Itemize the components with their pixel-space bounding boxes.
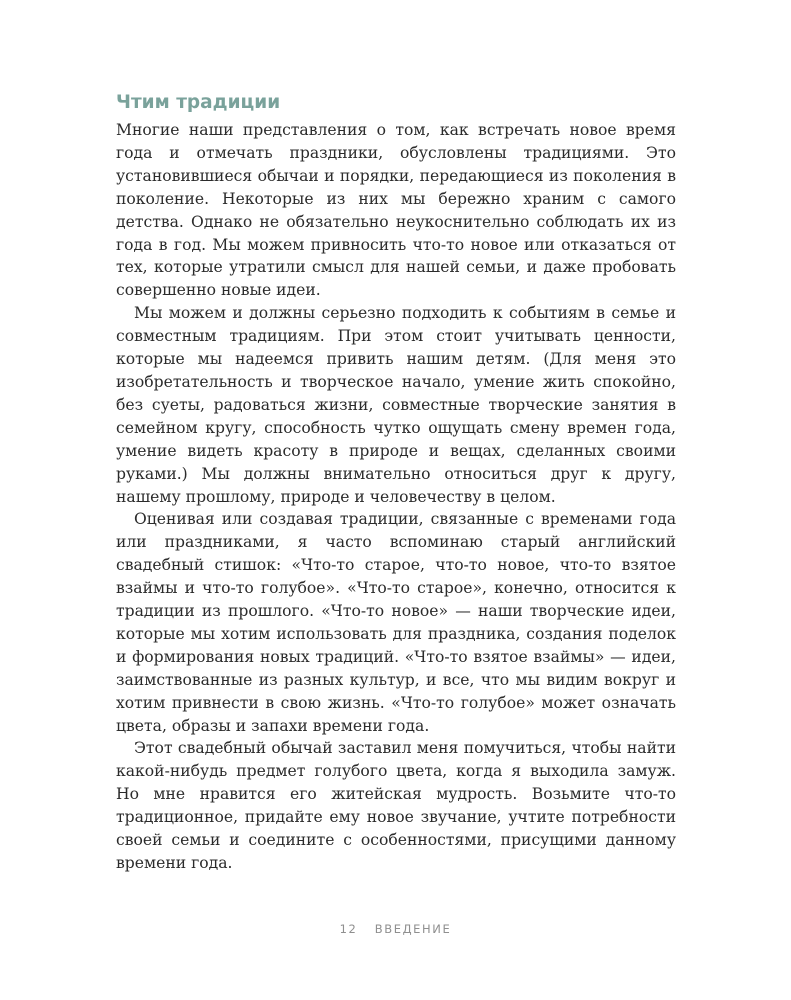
section-title: Чтим традиции: [116, 92, 281, 113]
page-number: 12: [339, 922, 358, 936]
paragraph-3: Оценивая или создавая традиции, связанные с временами года или праздниками, я часто вспоминаю старый английский свадебный стишок: «Что-то старое, что-то новое, что-то взятое взаймы и что-то голубое». «Что-то старое», конечно, относится к традиции из прошлого. «Что-то новое» — наши творческие идеи, которые мы хотим использовать для праздника, создания поделок и формирования новых традиций. «Что-то взятое взаймы» — идеи, заимствованные из разных культур, и все, что мы видим вокруг и хотим привнести в свою жизнь. «Что-то голубое» может означать цвета, образы и запахи времени года.: [116, 510, 676, 735]
page-content: [116, 90, 676, 875]
paragraph-2: Мы можем и должны серьезно подходить к событиям в семье и совместным традициям. При этом стоит учитывать ценности, которые мы надеемся привить нашим детям. (Для меня это изобретательность и творческое начало, умение жить спокойно, без суеты, радоваться жизни, совместные творческие занятия в семейном кругу, способность чутко ощущать смену времен года, умение видеть красоту в природе и вещах, сделанных своими руками.) Мы должны внимательно относиться друг к другу, нашему прошлому, природе и человечеству в целом.: [116, 304, 676, 506]
page-footer: [0, 922, 791, 936]
paragraph-1: Многие наши представления о том, как встречать новое время года и отмечать праздники, обусловлены традициями. Это установившиеся обычаи и порядки, передающиеся из поколения в поколение. Некоторые из них мы бережно храним с самого детства. Однако не обязательно неукоснительно соблюдать их из года в год. Мы можем привносить что-то новое или отказаться от тех, которые утратили смысл для нашей семьи, и даже пробовать совершенно новые идеи.: [116, 121, 676, 300]
paragraph-4: Этот свадебный обычай заставил меня помучиться, чтобы найти какой-нибудь предмет голубого цвета, когда я выходила замуж. Но мне нравится его житейская мудрость. Возьмите что-то традиционное, придайте ему новое звучание, учтите потребности своей семьи и соедините с особенностями, присущими данному времени года.: [116, 739, 676, 872]
chapter-name: ВВЕДЕНИЕ: [374, 922, 452, 936]
